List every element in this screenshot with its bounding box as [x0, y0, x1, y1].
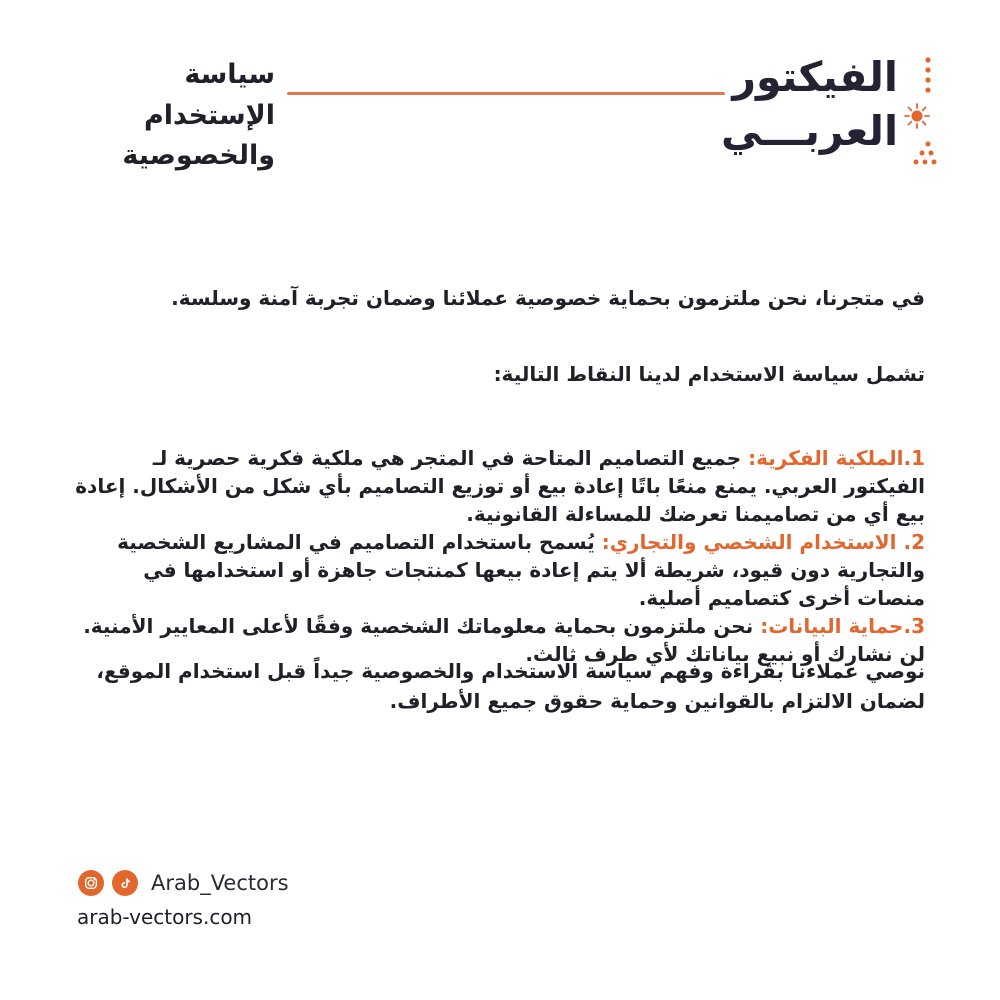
policy-title: حماية البيانات: [760, 614, 904, 638]
policy-number: 3. [903, 614, 925, 638]
logo-ornament-icon [902, 54, 938, 178]
policy-item-2 [75, 528, 925, 612]
logo-wordmark-line1: الفيكتور [732, 53, 898, 101]
social-row [78, 870, 289, 896]
logo-wordmark [721, 50, 898, 158]
policy-title: الملكية الفكرية: [748, 446, 904, 470]
instagram-icon[interactable] [78, 870, 104, 896]
intro-paragraph: في متجرنا، نحن ملتزمون بحماية خصوصية عملائنا وضمان تجربة آمنة وسلسة. [171, 286, 925, 310]
header-divider [287, 92, 725, 95]
page-title [77, 55, 275, 177]
policy-text: جميع التصاميم المتاحة في المتجر هي ملكية فكرية حصرية لـ الفيكتور العربي. يمنع منعًا باتًا إعادة بيع أو توزيع التصاميم بأي شكل من الأشكال. إعادة بيع أي من تصاميمنا تعرضك للمساءلة القانونية. [75, 446, 925, 526]
policy-number: 2. [903, 530, 925, 554]
logo-wordmark-line2: العربـــي [720, 107, 898, 156]
website-url[interactable]: arab-vectors.com [77, 905, 253, 929]
brand-logo [721, 50, 934, 158]
policy-item-1 [75, 444, 925, 528]
policy-text: نحن ملتزمون بحماية معلوماتك الشخصية وفقًا لأعلى المعايير الأمنية. لن نشارك أو نبيع بياناتك لأي طرف ثالث. [83, 614, 925, 666]
policy-number: 1. [903, 446, 925, 470]
policy-title: الاستخدام الشخصي والتجاري: [601, 530, 897, 554]
page-title-line2: والخصوصية [122, 140, 275, 171]
policy-list-heading: تشمل سياسة الاستخدام لدينا النقاط التالية: [493, 362, 925, 386]
policy-text: يُسمح باستخدام التصاميم في المشاريع الشخصية والتجارية دون قيود، شريطة ألا يتم إعادة بيعها كمنتجات جاهزة أو استخدامها في منصات أخرى كتصاميم أصلية. [117, 530, 925, 610]
tiktok-icon[interactable] [112, 870, 138, 896]
social-handle: Arab_Vectors [151, 871, 289, 895]
policy-list [75, 444, 925, 668]
page-title-line1: سياسة الإستخدام [143, 59, 275, 131]
closing-paragraph: نوصي عملاءنا بقراءة وفهم سياسة الاستخدام والخصوصية جيداً قبل استخدام الموقع، لضمان الالتزام بالقوانين وحماية حقوق جميع الأطراف. [96, 659, 925, 713]
